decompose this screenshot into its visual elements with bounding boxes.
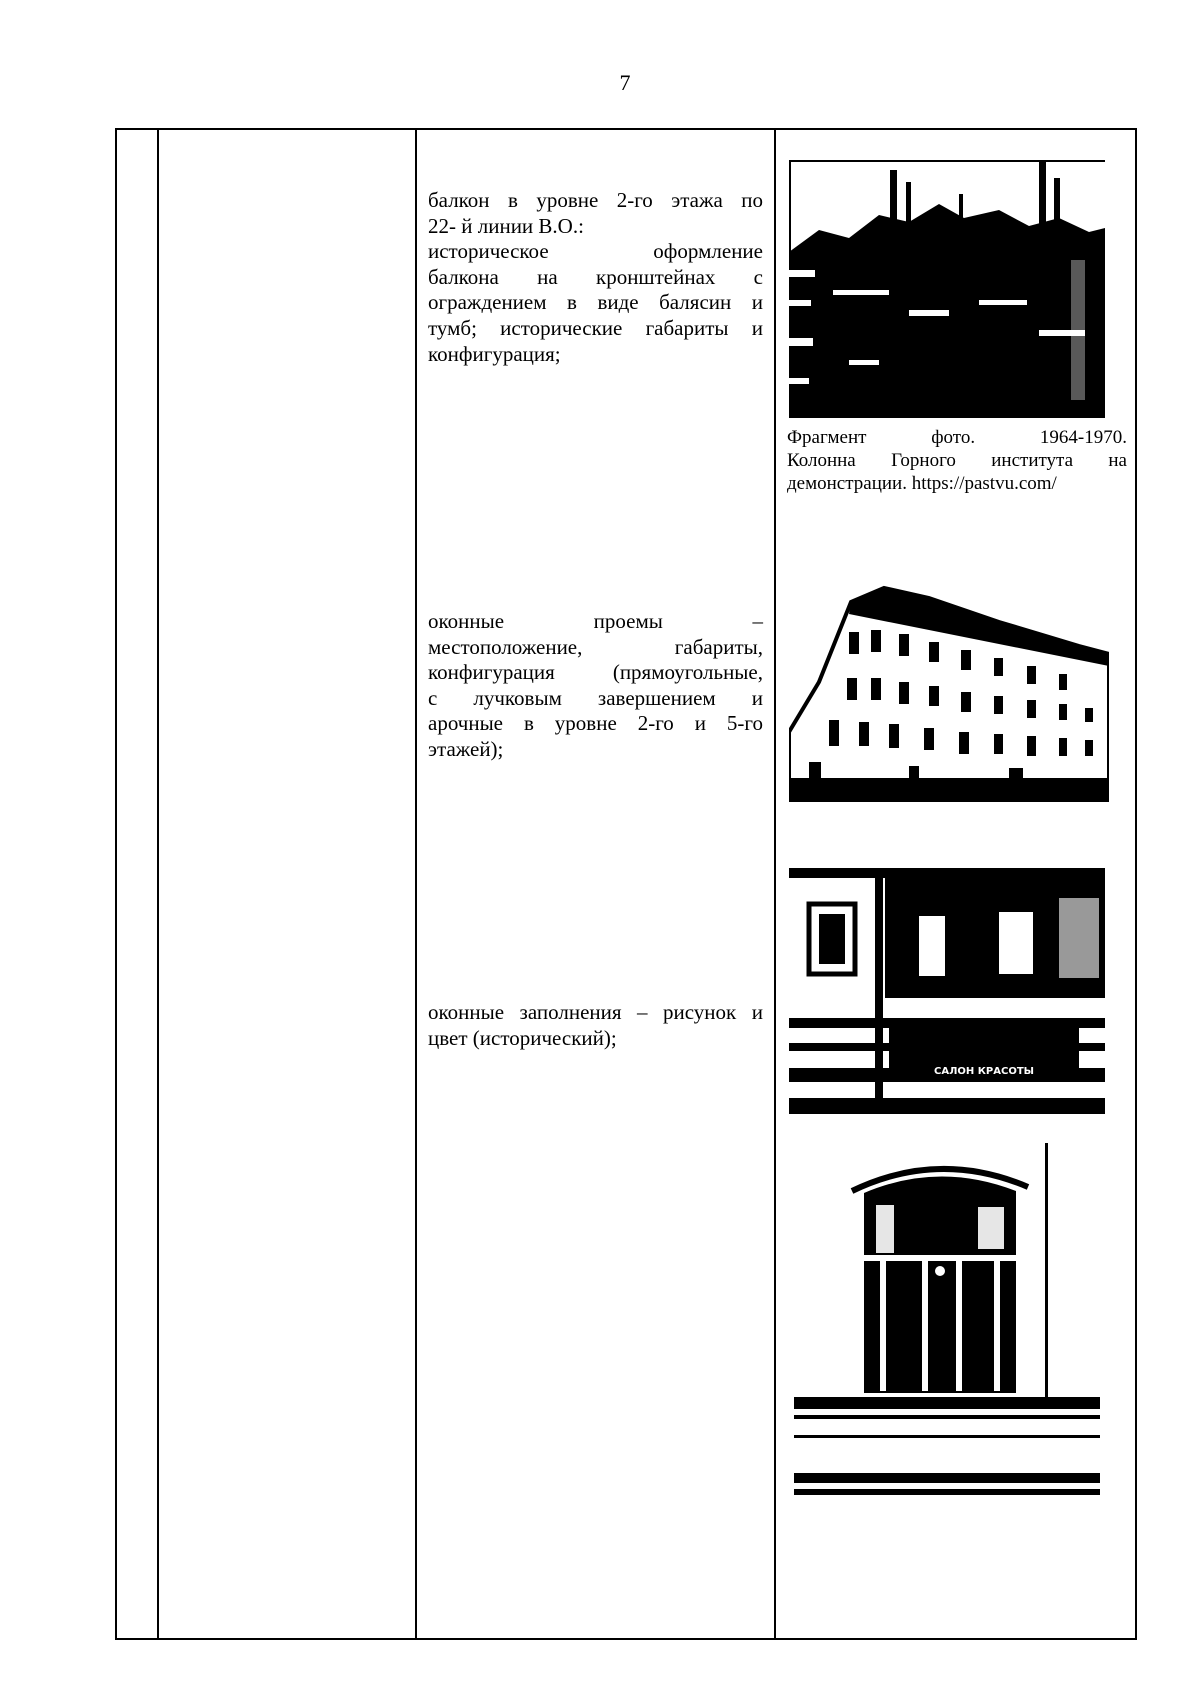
corner-building-photo (789, 582, 1109, 802)
arched-window-photo-image (794, 1143, 1100, 1503)
text-line: арочные в уровне 2-го и 5-го (428, 711, 763, 736)
text-line: тумб; исторические габариты и (428, 315, 763, 340)
text-line: историческое оформление (428, 239, 763, 264)
table-border-left (115, 128, 117, 1640)
text-line: этажей); (428, 736, 504, 761)
text-line: ограждением в виде балясин и (428, 290, 763, 315)
text-line: оконные заполнения – рисунок и (428, 1000, 763, 1024)
page-number: 7 (619, 70, 631, 95)
arched-window-photo (794, 1143, 1100, 1503)
item-window-fillings-description (428, 1000, 763, 1051)
text-line: балкона на кронштейнах с (428, 264, 763, 289)
text-line: конфигурация; (428, 341, 561, 366)
caption-line: Фрагмент фото. 1964-1970. (787, 427, 1127, 448)
caption-line: Колонна Горного института на (787, 450, 1127, 471)
storefront-photo (789, 868, 1105, 1114)
text-line: цвет (исторический); (428, 1025, 617, 1050)
text-line: балкон в уровне 2-го этажа по (428, 188, 763, 212)
storefront-sign: САЛОН КРАСОТЫ (934, 1066, 1034, 1077)
storefront-photo-image (789, 868, 1105, 1114)
column-divider-3 (774, 128, 776, 1640)
text-line: 22- й линии В.О.: (428, 213, 584, 238)
column-divider-2 (415, 128, 417, 1640)
item-balcony-description (428, 188, 763, 367)
text-line: местоположение, габариты, (428, 634, 763, 659)
corner-building-photo-image (789, 582, 1109, 802)
table-border-right (1135, 128, 1137, 1640)
archival-photo-balcony-image (789, 160, 1105, 418)
text-line: конфигурация (прямоугольные, (428, 660, 763, 685)
archival-photo-caption (787, 426, 1127, 495)
table-border-bottom (115, 1638, 1137, 1640)
item-window-openings-description (428, 609, 763, 763)
column-divider-1 (157, 128, 159, 1640)
text-line: оконные проемы – (428, 609, 763, 633)
archival-photo-balcony (789, 160, 1105, 418)
text-line: с лучковым завершением и (428, 685, 763, 710)
table-border-top (115, 128, 1137, 130)
caption-line: демонстрации. https://pastvu.com/ (787, 473, 1057, 494)
